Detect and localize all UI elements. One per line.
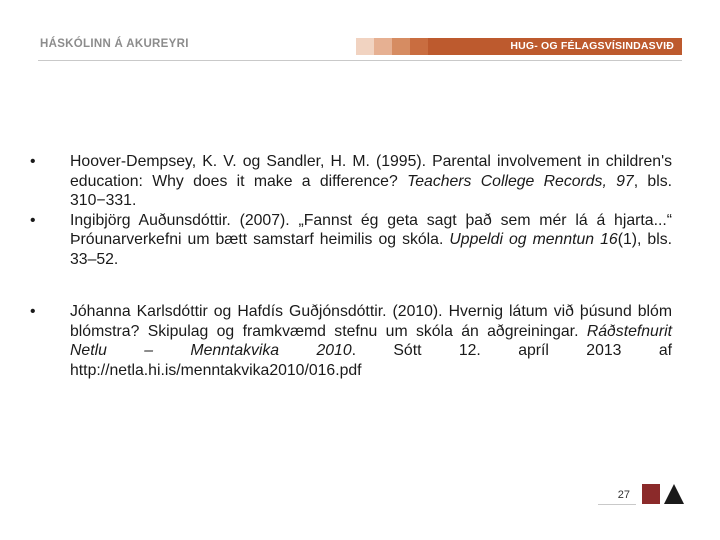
logo-triangle	[664, 484, 684, 504]
header-divider	[38, 60, 682, 61]
bullet: •	[30, 303, 36, 320]
banner-swatch	[392, 38, 410, 55]
reference-journal: Ráðstefnurit Netlu – Menntakvika 2010	[70, 322, 672, 359]
institution-name: HÁSKÓLINN Á AKUREYRI	[40, 38, 189, 50]
bullet: •	[30, 153, 36, 170]
reference-text: Hoover-Dempsey, K. V. og Sandler, H. M. (1995). Parental involvement in children's education: Why does it make a difference?	[70, 153, 672, 190]
bullet: •	[30, 211, 36, 229]
reference-source: . Sótt 12. apríl 2013 af http://netla.hi.is/menntakvika2010/016.pdf	[70, 342, 672, 379]
university-logo-icon	[642, 484, 684, 504]
reference-pages: , bls. 310−331.	[70, 172, 672, 209]
faculty-name: HUG- OG FÉLAGSVÍSINDASVIÐ	[428, 38, 682, 55]
reference-pages: (1), bls. 33–52.	[70, 231, 673, 268]
banner-swatch	[410, 38, 428, 55]
banner-swatch	[374, 38, 392, 55]
page-number: 27	[617, 489, 630, 501]
reference-journal: Uppeldi og menntun 16	[449, 231, 618, 248]
reference-text: Jóhanna Karlsdóttir og Hafdís Guðjónsdóttir. (2010). Hvernig látum við þúsund blóm blómstra? Skipulag og framkvæmd stefnu um skóla án aðgreiningar.	[70, 303, 672, 340]
reference-item	[30, 211, 672, 270]
footer-divider	[598, 504, 636, 505]
faculty-banner	[356, 38, 682, 55]
reference-item	[30, 302, 672, 380]
reference-list	[30, 152, 672, 380]
reference-text: Ingibjörg Auðunsdóttir. (2007). „Fannst ég geta sagt það sem mér lá á hjarta...“ Þróunarverkefni um bætt samstarf heimilis og skóla.	[70, 211, 672, 248]
banner-swatch	[356, 38, 374, 55]
reference-item	[30, 152, 672, 211]
logo-square	[642, 484, 660, 504]
reference-journal: Teachers College Records, 97	[407, 172, 634, 190]
